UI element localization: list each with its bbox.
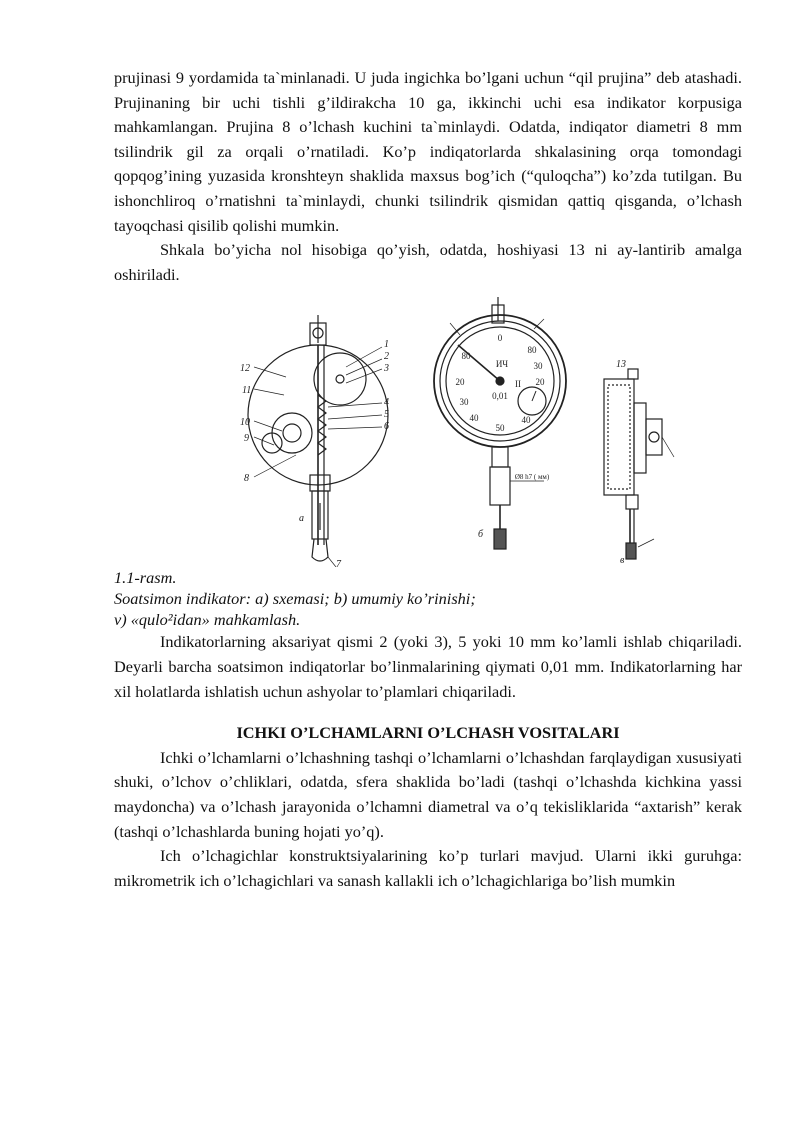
label-13: 13 bbox=[616, 359, 626, 371]
label-10: 10 bbox=[240, 417, 250, 429]
paragraph-2: Shkala bo’yicha nol hisobiga qo’yish, odatda, hoshiyasi 13 ni ay-lantirib amalga oshiriladi. bbox=[114, 240, 742, 284]
label-2: 2 bbox=[384, 351, 389, 363]
dial-mark-40-left: 40 bbox=[469, 413, 479, 424]
label-6: 6 bbox=[384, 421, 389, 433]
document-page bbox=[114, 66, 742, 893]
section-heading: ICHKI O’LCHAMLARNI O’LCHASH VOSITALARI bbox=[236, 723, 620, 743]
label-4: 4 bbox=[384, 397, 389, 409]
figure-dial-indicator bbox=[114, 295, 742, 567]
label-3: 3 bbox=[384, 363, 389, 375]
figure-drawing bbox=[114, 295, 742, 567]
dial-mark-80-right: 80 bbox=[527, 345, 537, 356]
label-5: 5 bbox=[384, 409, 389, 421]
label-8: 8 bbox=[244, 473, 249, 485]
dial-roman: II bbox=[515, 379, 521, 390]
label-v: в bbox=[620, 555, 625, 567]
stem-note: Ø8 h7 ( мм) bbox=[514, 473, 550, 482]
dial-mark-20-right: 20 bbox=[535, 377, 545, 388]
dial-mark-0: 0 bbox=[497, 333, 503, 344]
label-12: 12 bbox=[240, 363, 250, 375]
figure-number: 1.1-rasm. bbox=[114, 568, 177, 588]
dial-mark-40-right: 40 bbox=[521, 415, 531, 426]
paragraph-5: Ich o’lchagichlar konstruktsiyalarining ko’p turlari mavjud. Ularni ikki guruhga: mikrometrik ich o’lchagichlari va sanash kallakli ich o’lchagichlariga bo’lish mumkin bbox=[114, 846, 742, 890]
schematic-drawing bbox=[248, 315, 388, 567]
dial-mark-20-left: 20 bbox=[455, 377, 465, 388]
dial-mark-80-left: 80 bbox=[461, 351, 471, 362]
caption-line-1: Soatsimon indikator: a) sxemasi; b) umumiy ko’rinishi; bbox=[114, 589, 476, 609]
label-b: б bbox=[478, 529, 484, 541]
label-1: 1 bbox=[384, 339, 389, 351]
label-7: 7 bbox=[336, 559, 341, 568]
dial-brand: ИЧ bbox=[495, 359, 509, 370]
paragraph-3: Indikatorlarning aksariyat qismi 2 (yoki 3), 5 yoki 10 mm ko’lamli ishlab chiqariladi. Deyarli barcha soatsimon indiqatorlar bo’linmalarining qiymati 0,01 mm. Indikatorlarning har xil holatlarda ishlatish uchun ashyolar to’plamlari chiqariladi. bbox=[114, 632, 742, 701]
paragraph-1: prujinasi 9 yordamida ta`minlanadi. U juda ingichka bo’lgani uchun “qil prujina” deb atashadi. Prujinaning bir uchi tishli g’ildirakcha 10 ga, ikkinchi uchi esa indikator korpusiga mahkamlangan. Prujina 8 o’lchash kuchini ta`minlaydi. Odatda, indiqator diametri 8 mm tsilindrik gil za orqali o’rnatiladi. Ko’p indiqatorlarda shkalasining orqa tomondagi qopqog’ining yuzasida kronshteyn shaklida maxsus bog’ich (“quloqcha”) ko’zda tutilgan. Bu ishonchliroq o’rnatishni ta`minlaydi, chunki tsilindrik qismidan qattiq qisganda, o’lchash tayoqchasi qisilib qolishi mumkin. bbox=[114, 68, 742, 235]
ear-mount-drawing bbox=[604, 369, 674, 559]
caption-line-2: v) «qulo²idan» mahkamlash. bbox=[114, 610, 301, 630]
label-11: 11 bbox=[242, 385, 252, 397]
paragraph-4: Ichki o’lchamlarni o’lchashning tashqi o’lchamlarni o’lchashdan farqlaydigan xususiyati shuki, o’lchov o’chliklari, odatda, sfera shaklida bo’ladi (tashqi o’lchashda kichkina yassi maydoncha) va o’lchash jarayonida o’lchamni diametral va o’q tekisliklarida “axtarish” kerak (tashqi o’lchashlarda buning hojati yo’q). bbox=[114, 747, 742, 841]
dial-mark-30-left: 30 bbox=[459, 397, 469, 408]
dial-mark-30-right: 30 bbox=[533, 361, 543, 372]
dial-unit: 0,01 bbox=[492, 391, 508, 402]
dial-mark-50: 50 bbox=[495, 423, 505, 434]
label-9: 9 bbox=[244, 433, 249, 445]
label-a: a bbox=[299, 513, 304, 525]
